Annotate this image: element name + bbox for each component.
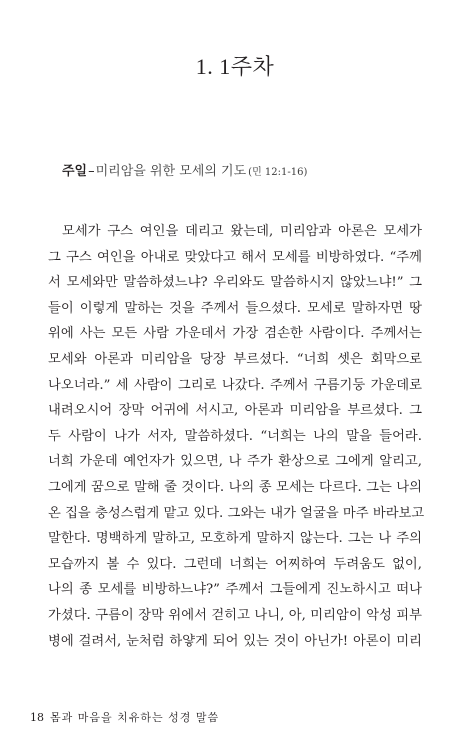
- heading-dash: –: [88, 164, 95, 179]
- body-line: 모세와 아론과 미리암을 당장 부르셨다. “너희 셋은 회막으로: [48, 351, 422, 367]
- body-line: 너희 가운데 예언자가 있으면, 나 주가 환상으로 그에게 알리고,: [48, 454, 422, 470]
- chapter-title: 1. 1주차: [195, 54, 275, 79]
- body-line: 내려오시어 장막 어귀에 서시고, 아론과 미리암을 부르셨다. 그: [48, 403, 422, 419]
- body-line: 서 모세와만 말씀하셨느냐? 우리와도 말씀하시지 않았느냐!” 그: [48, 275, 422, 291]
- body-line: 두 사람이 나가 서자, 말씀하셨다. “너희는 나의 말을 들어라.: [48, 428, 422, 444]
- section-topic: 미리암을 위한 모세의 기도: [95, 164, 247, 179]
- body-text: [48, 219, 425, 654]
- scripture-reference: (민 12:1-16): [248, 167, 308, 178]
- body-line: 모세가 구스 여인을 데리고 왔는데, 미리암과 아론은 모세가: [62, 224, 422, 239]
- day-label: 주일: [62, 164, 88, 179]
- body-line: 그 구스 여인을 아내로 맞았다고 해서 모세를 비방하였다. “주께: [48, 249, 422, 265]
- body-line: 그에게 꿈으로 말해 줄 것이다. 나의 종 모세는 다르다. 그는 나의: [48, 479, 422, 495]
- page-number: 18: [30, 711, 44, 724]
- body-line: 병에 걸려서, 눈처럼 하얗게 되어 있는 것이 아닌가! 아론이 미리: [48, 633, 422, 649]
- body-line: 가셨다. 구름이 장막 위에서 걷히고 나니, 아, 미리암이 악성 피부: [48, 607, 422, 623]
- body-line: 위에 사는 모든 사람 가운데서 가장 겸손한 사람이다. 주께서는: [48, 326, 422, 342]
- body-line: 모습까지 볼 수 있다. 그런데 너희는 어찌하여 두려움도 없이,: [48, 556, 422, 572]
- page-footer: [30, 709, 219, 725]
- book-title: 몸과 마음을 치유하는 성경 말씀: [50, 711, 220, 724]
- section-heading: [62, 160, 307, 179]
- body-line: 들이 이렇게 말하는 것을 주께서 들으셨다. 모세로 말하자면 땅: [48, 300, 422, 316]
- body-line: 온 집을 충성스럽게 맡고 있다. 그와는 내가 얼굴을 마주 바라보고: [48, 505, 425, 521]
- body-line: 나의 종 모세를 비방하느냐?” 주께서 그들에게 진노하시고 떠나: [48, 582, 422, 598]
- body-line: 나오너라.” 세 사람이 그리로 나갔다. 주께서 구름기둥 가운데로: [48, 377, 422, 393]
- body-line: 말한다. 명백하게 말하고, 모호하게 말하지 않는다. 그는 나 주의: [48, 531, 422, 547]
